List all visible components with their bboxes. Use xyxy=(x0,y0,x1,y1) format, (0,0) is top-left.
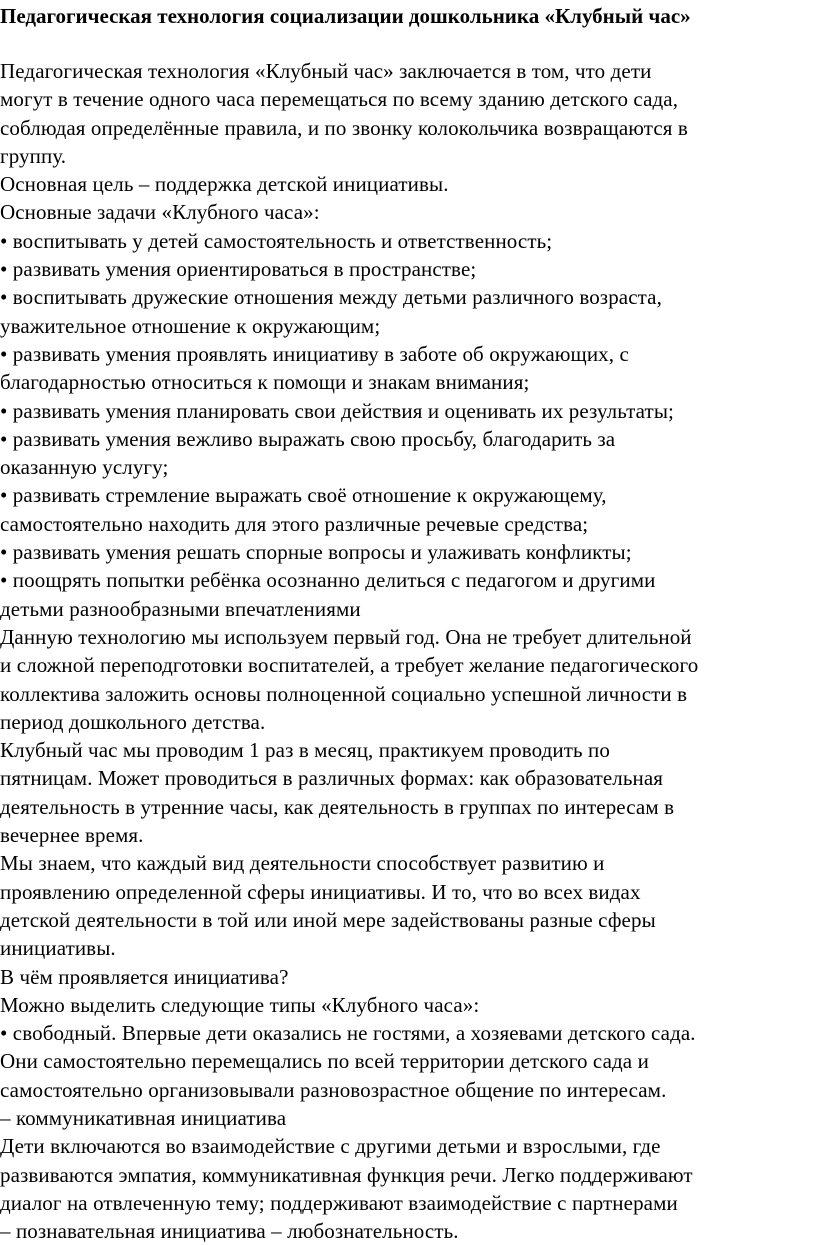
text-line: Основная цель – поддержка детской инициативы. xyxy=(0,172,449,197)
text-line: • развивать умения решать спорные вопросы и улаживать конфликты; xyxy=(0,540,632,565)
text-line: самостоятельно организовывали разновозрастное общение по интересам. xyxy=(0,1077,667,1102)
text-line: период дошкольного детства. xyxy=(0,709,266,734)
text-line: • развивать умения проявлять инициативу в заботе об окружающих, с xyxy=(0,341,629,366)
text-line: соблюдая определённые правила, и по звонку колокольчика возвращаются в xyxy=(0,115,688,140)
text-line: оказанную услугу; xyxy=(0,455,169,480)
text-line: детской деятельности в той или иной мере задействованы разные сферы xyxy=(0,907,656,932)
text-line: благодарностью относиться к помощи и знакам внимания; xyxy=(0,370,530,395)
text-line: • воспитывать дружеские отношения между детьми различного возраста, xyxy=(0,285,662,310)
text-line: • развивать умения ориентироваться в пространстве; xyxy=(0,257,477,282)
text-line: Данную технологию мы используем первый год. Она не требует длительной xyxy=(0,624,692,649)
text-line: • развивать стремление выражать своё отношение к окружающему, xyxy=(0,483,607,508)
text-line: проявлению определенной сферы инициативы. И то, что во всех видах xyxy=(0,879,641,904)
text-line: самостоятельно находить для этого различные речевые средства; xyxy=(0,511,589,536)
text-line: Мы знаем, что каждый вид деятельности способствует развитию и xyxy=(0,851,605,876)
text-line: могут в течение одного часа перемещаться по всему зданию детского сада, xyxy=(0,87,679,112)
text-line: коллектива заложить основы полноценной социально успешной личности в xyxy=(0,681,688,706)
document-title: Педагогическая технология социализации дошкольника «Клубный час» xyxy=(0,4,691,28)
text-line: детьми разнообразными впечатлениями xyxy=(0,596,361,621)
text-line: Можно выделить следующие типы «Клубного часа»: xyxy=(0,992,480,1017)
text-line: уважительное отношение к окружающим; xyxy=(0,313,381,338)
text-line: группу. xyxy=(0,143,67,168)
document-body xyxy=(0,57,806,1245)
text-line: – коммуникативная инициатива xyxy=(0,1105,287,1130)
text-line: инициативы. xyxy=(0,936,116,961)
text-line: Клубный час мы проводим 1 раз в месяц, практикуем проводить по xyxy=(0,738,610,763)
text-line: • развивать умения вежливо выражать свою просьбу, благодарить за xyxy=(0,426,616,451)
text-line: • воспитывать у детей самостоятельность и ответственность; xyxy=(0,228,553,253)
text-line: • свободный. Впервые дети оказались не гостями, а хозяевами детского сада. xyxy=(0,1021,696,1046)
text-line: пятницам. Может проводиться в различных формах: как образовательная xyxy=(0,766,664,791)
text-line: Они самостоятельно перемещались по всей территории детского сада и xyxy=(0,1049,649,1074)
text-line: диалог на отвлеченную тему; поддерживают взаимодействие с партнерами xyxy=(0,1190,678,1215)
text-line: развиваются эмпатия, коммуникативная функция речи. Легко поддерживают xyxy=(0,1162,693,1187)
text-line: Основные задачи «Клубного часа»: xyxy=(0,200,320,225)
text-line: вечернее время. xyxy=(0,823,144,848)
text-line: • развивать умения планировать свои действия и оценивать их результаты; xyxy=(0,398,674,423)
text-line: – познавательная инициатива – любознательность. xyxy=(0,1219,459,1244)
text-line: В чём проявляется инициатива? xyxy=(0,964,289,989)
text-line: Педагогическая технология «Клубный час» заключается в том, что дети xyxy=(0,59,652,83)
text-line: и сложной переподготовки воспитателей, а требует желание педагогического xyxy=(0,653,699,678)
text-line: Дети включаются во взаимодействие с другими детьми и взрослыми, где xyxy=(0,1134,661,1159)
text-line: • поощрять попытки ребёнка осознанно делиться с педагогом и другими xyxy=(0,568,656,593)
text-line: деятельность в утренние часы, как деятельность в группах по интересам в xyxy=(0,794,675,819)
